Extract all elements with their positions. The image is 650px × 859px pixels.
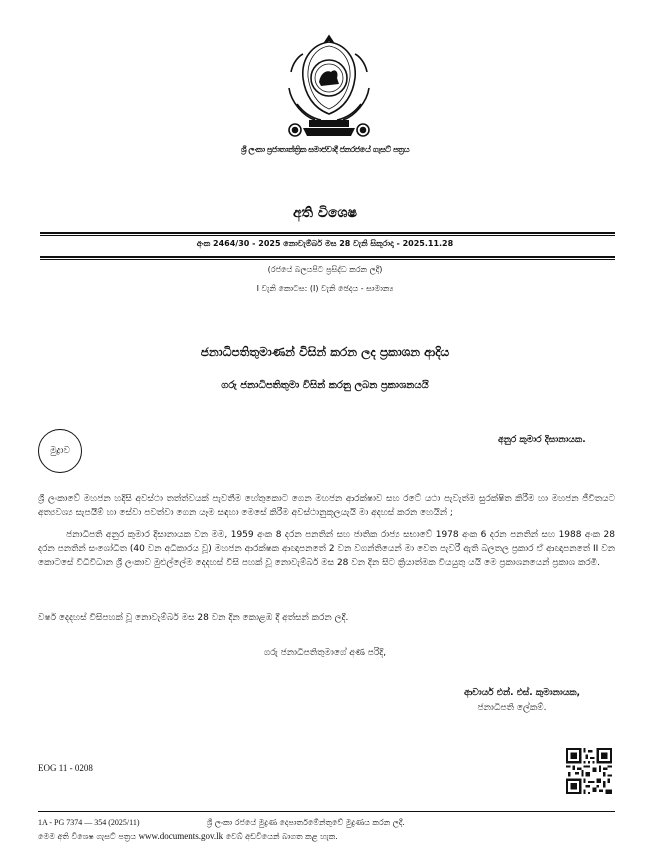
download-note: මෙම අති විශෙෂ ගැසට් පත්‍රය bbox=[38, 832, 137, 841]
secretary-name: ආචාර්ය එන්. එස්. කුමානායක, bbox=[463, 688, 581, 698]
sri-lanka-national-emblem-icon bbox=[283, 32, 375, 140]
reference-code: EOG 11 - 0208 bbox=[38, 763, 93, 773]
seal-label: මුද්‍රාව bbox=[50, 446, 70, 456]
download-note-end: වෙබ් අඩවියෙන් බාගත කළ හැක. bbox=[225, 832, 338, 841]
command-line: ගරු ජනාධිපතිතුමාගේ අණ පරිදි, bbox=[263, 648, 387, 658]
issue-line: අංක 2464/30 - 2025 නොවැම්බර් මස 28 වැනි සිකුරාදා - 2025.11.28 bbox=[196, 239, 454, 248]
paragraph-declaration: ජනාධිපති අනුර කුමාර දිසානායක වන මම, 1959 අංක 8 දරන පනතින් සහ ජාතික රාජ්‍ය සභාවේ 1978 අංක 6 දරන පනතින් සහ 1988 අංක 28 දරන පනතින් සංශෝධිත (40 වන අධිකාරය වූ) මහජන ආරක්ෂක ආඥාපනතේ 2 වන වගන්තියෙන් මා වෙත පැවරී ඇති බලතල ප්‍රකාර ඒ ආඥාපනතේ II වන කොටසේ විධිවිධාන ශ්‍රී ලංකාව මුළුල්ලේම දෙදහස් විසි පහක් වූ නොවැම්බර් මස 28 වන දින සිට ක්‍රියාත්මක වියයුතු යයි මෙ ප්‍රකාශනයෙන් ප්‍රකාශ කරමි. bbox=[38, 530, 615, 568]
footer-divider bbox=[38, 811, 615, 812]
gazette-title: ශ්‍රී ලංකා ප්‍රජාතාන්ත්‍රික සමාජවාදී ජනරජයේ ගැසට් පත්‍රය bbox=[240, 145, 410, 154]
gazette-subtitle: අති විශෙෂ bbox=[293, 205, 357, 221]
printer-note: ශ්‍රී ලංකා රජයේ මුද්‍රණ දෙපාර්තමේන්තුවේ මුද්‍රණය කරන ලදී. bbox=[206, 818, 405, 827]
signer-name-top: අනුර කුමාර දිසානායක. bbox=[498, 435, 586, 445]
publish-note: (රජයේ බලයපිට ප්‍රසිද්ධ කරන ලදී) bbox=[267, 265, 383, 274]
website-link[interactable]: www.documents.gov.lk bbox=[138, 831, 224, 841]
divider bbox=[40, 235, 615, 236]
secretary-title: ජනාධිපති ලේකම්. bbox=[477, 703, 547, 713]
section-title: ජනාධිපතිතුමාණන් විසින් කරන ලද ප්‍රකාශන ආදිය bbox=[200, 345, 450, 359]
paragraph-preamble: ශ්‍රී ලංකාවේ මහජන හදිසි අවස්ථා තත්ත්වයක් පැවතීම හේතුකොට ගෙන මහජන ආරක්ෂාව සහ රටේ යථා පැවැත්ම සුරක්ෂිත කිරීම හා මහජන ජීවිතයට අත්‍යවශ්‍ය සැපයීම් හා සේවා පවත්වා ගෙන යෑම සඳහා මෙසේ කිරීම අවස්ථානුකූලයැයි මා අදහස් කරන හෙයින් ; bbox=[38, 494, 615, 518]
section-subtitle: ගරු ජනාධිපතිතුමා විසින් කරනු ලබන ප්‍රකාශනයයි bbox=[221, 380, 429, 391]
divider bbox=[40, 232, 615, 234]
footer-download-line bbox=[38, 831, 338, 842]
part-title: I වැනි කොටස: (I) වැනි ඡෙදය - සාමාන්‍ය bbox=[256, 284, 394, 293]
footer-printer-line bbox=[38, 818, 405, 828]
print-code: 1A - PG 7374 — 354 (2025/11) bbox=[38, 818, 140, 827]
qr-code-icon bbox=[566, 748, 612, 794]
divider bbox=[40, 259, 615, 260]
seal-stamp bbox=[38, 429, 82, 473]
divider bbox=[40, 256, 615, 258]
paragraph-signed: වර්ෂ දෙදහස් විසිපහක් වූ නොවැම්බර් මස 28 වන දින කොළඹ දී අත්සන් කරන ලදී. bbox=[38, 613, 349, 623]
